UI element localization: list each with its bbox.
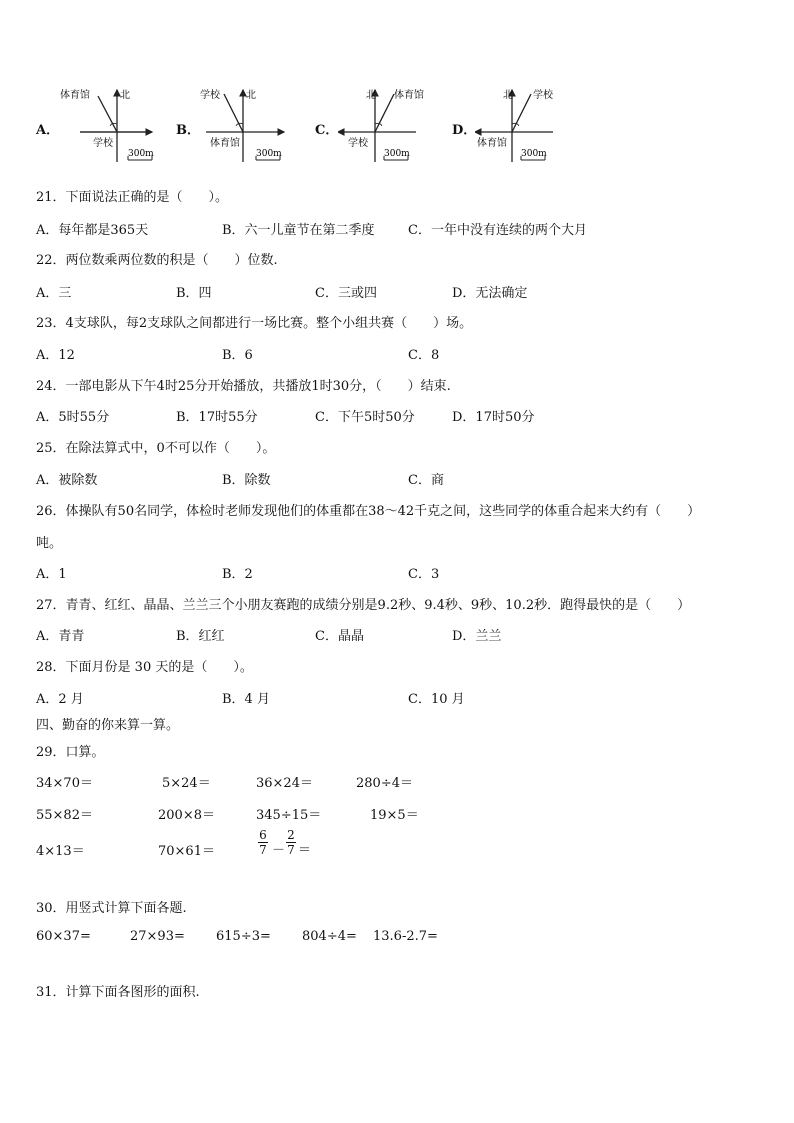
- question-28-option-a[interactable]: A．2 月: [36, 692, 84, 707]
- question-28-option-b[interactable]: B．4 月: [222, 692, 270, 707]
- compass-d-scale-label: 300m: [521, 149, 547, 159]
- question-24-option-d[interactable]: D．17时50分: [452, 410, 535, 425]
- compass-diagram-a: [60, 84, 154, 170]
- question-22-stem: 22．两位数乘两位数的积是（ ）位数.: [36, 253, 278, 268]
- question-26-option-c[interactable]: C．3: [408, 567, 440, 582]
- compass-option-d-label: D．: [452, 123, 477, 138]
- question-26-stem: 26．体操队有50名同学，体检时老师发现他们的体重都在38～42千克之间，这些同学的体重合起来大约有（ ）: [36, 504, 701, 519]
- question-25-option-b[interactable]: B．除数: [222, 473, 271, 488]
- question-25-stem: 25．在除法算式中，0不可以作（ ）。: [36, 441, 276, 456]
- question-24-option-c[interactable]: C．下午5时50分: [315, 410, 415, 425]
- compass-a-scale-label: 300m: [128, 149, 154, 159]
- question-22-option-b[interactable]: B．四: [176, 286, 212, 301]
- question-27-stem: 27．青青、红红、晶晶、兰兰三个小朋友赛跑的成绩分别是9.2秒、9.4秒、9秒、10.2秒．跑得最快的是（ ）: [36, 598, 691, 613]
- question-24-option-b[interactable]: B．17时55分: [176, 410, 258, 425]
- compass-d-pointer-label: 学校: [533, 90, 553, 101]
- compass-a-north-label: 北: [120, 90, 130, 101]
- question-21-option-c[interactable]: C．一年中没有连续的两个大月: [408, 223, 587, 238]
- question-31-title: 31．计算下面各图形的面积.: [36, 985, 200, 1000]
- q29-expr-1: 34×70＝: [36, 776, 93, 791]
- compass-diagram-c-svg: [338, 84, 433, 170]
- compass-a-corner-label: 学校: [93, 138, 113, 149]
- question-28-stem: 28．下面月份是 30 天的是（ ）。: [36, 660, 253, 675]
- q29-fraction-2-numerator: 2: [287, 828, 295, 842]
- question-23-stem: 23．4支球队，每2支球队之间都进行一场比赛。整个小组共赛（ ）场。: [36, 316, 473, 331]
- question-25-option-a[interactable]: A．被除数: [36, 473, 98, 488]
- question-26-option-b[interactable]: B．2: [222, 567, 253, 582]
- q29-expr-8: 19×5＝: [370, 808, 419, 823]
- compass-b-corner-label: 体育馆: [210, 138, 240, 149]
- question-27-option-c[interactable]: C．晶晶: [315, 629, 364, 644]
- question-21-option-b[interactable]: B．六一儿童节在第二季度: [222, 223, 375, 238]
- compass-option-c-label: C．: [315, 123, 339, 138]
- question-28-option-c[interactable]: C．10 月: [408, 692, 465, 707]
- question-24-stem: 24．一部电影从下午4时25分开始播放，共播放1时30分，（ ）结束.: [36, 379, 451, 394]
- compass-diagram-d: [475, 84, 565, 170]
- question-23-option-b[interactable]: B．6: [222, 348, 253, 363]
- compass-option-a-label: A．: [36, 123, 60, 138]
- section-4-heading: 四、勤奋的你来算一算。: [36, 718, 180, 733]
- compass-c-pointer-label: 体育馆: [394, 90, 424, 101]
- compass-option-b-label: B．: [176, 123, 200, 138]
- q29-fraction-2-denominator: 7: [287, 843, 295, 857]
- compass-d-north-label: 北: [503, 90, 513, 101]
- q29-expr-3: 36×24＝: [256, 776, 313, 791]
- q29-expr-7: 345÷15＝: [256, 808, 322, 823]
- question-27-option-d[interactable]: D．兰兰: [452, 629, 502, 644]
- question-27-option-b[interactable]: B．红红: [176, 629, 225, 644]
- compass-a-pointer-label: 体育馆: [60, 90, 90, 101]
- q29-expr-10: 70×61＝: [158, 844, 215, 859]
- question-24-option-a[interactable]: A．5时55分: [36, 410, 110, 425]
- q29-expr-6: 200×8＝: [158, 808, 215, 823]
- question-22-option-c[interactable]: C．三或四: [315, 286, 377, 301]
- compass-diagram-d-svg: [475, 84, 570, 170]
- question-26-stem-continued: 吨。: [36, 536, 63, 551]
- compass-diagram-b: [198, 84, 288, 170]
- q29-fraction-1: [258, 828, 268, 857]
- question-21-option-a[interactable]: A．每年都是365天: [36, 223, 149, 238]
- compass-diagram-c: [338, 84, 428, 170]
- compass-c-corner-label: 学校: [348, 138, 368, 149]
- q29-fraction-2: [286, 828, 296, 857]
- question-21-stem: 21．下面说法正确的是（ ）。: [36, 190, 229, 205]
- q30-item-5: 13.6-2.7=: [373, 929, 438, 944]
- compass-c-scale-label: 300m: [384, 149, 410, 159]
- question-22-option-d[interactable]: D．无法确定: [452, 286, 528, 301]
- q29-fraction-1-numerator: 6: [259, 828, 267, 842]
- q29-expr-5: 55×82＝: [36, 808, 93, 823]
- q29-expr-2: 5×24＝: [162, 776, 211, 791]
- q30-item-1: 60×37=: [36, 929, 91, 944]
- q29-fraction-1-denominator: 7: [259, 843, 267, 857]
- question-25-option-c[interactable]: C．商: [408, 473, 444, 488]
- q29-fraction-equals: ＝: [298, 843, 312, 858]
- compass-b-north-label: 北: [246, 90, 256, 101]
- question-27-option-a[interactable]: A．青青: [36, 629, 85, 644]
- compass-diagram-a-svg: [60, 84, 155, 170]
- compass-b-scale-label: 300m: [256, 149, 282, 159]
- compass-c-north-label: 北: [366, 90, 376, 101]
- question-29-title: 29．口算。: [36, 745, 105, 760]
- compass-diagram-b-svg: [198, 84, 293, 170]
- question-23-option-c[interactable]: C．8: [408, 348, 440, 363]
- q30-item-4: 804÷4=: [302, 929, 357, 944]
- q30-item-2: 27×93=: [130, 929, 185, 944]
- q29-expr-4: 280÷4＝: [356, 776, 413, 791]
- question-26-option-a[interactable]: A．1: [36, 567, 67, 582]
- question-23-option-a[interactable]: A．12: [36, 348, 75, 363]
- q29-fraction-operator: －: [272, 843, 286, 858]
- question-30-title: 30．用竖式计算下面各题.: [36, 901, 187, 916]
- q30-item-3: 615÷3=: [216, 929, 271, 944]
- q29-expr-9: 4×13＝: [36, 844, 85, 859]
- question-22-option-a[interactable]: A．三: [36, 286, 72, 301]
- compass-d-corner-label: 体育馆: [477, 138, 507, 149]
- compass-b-pointer-label: 学校: [200, 90, 220, 101]
